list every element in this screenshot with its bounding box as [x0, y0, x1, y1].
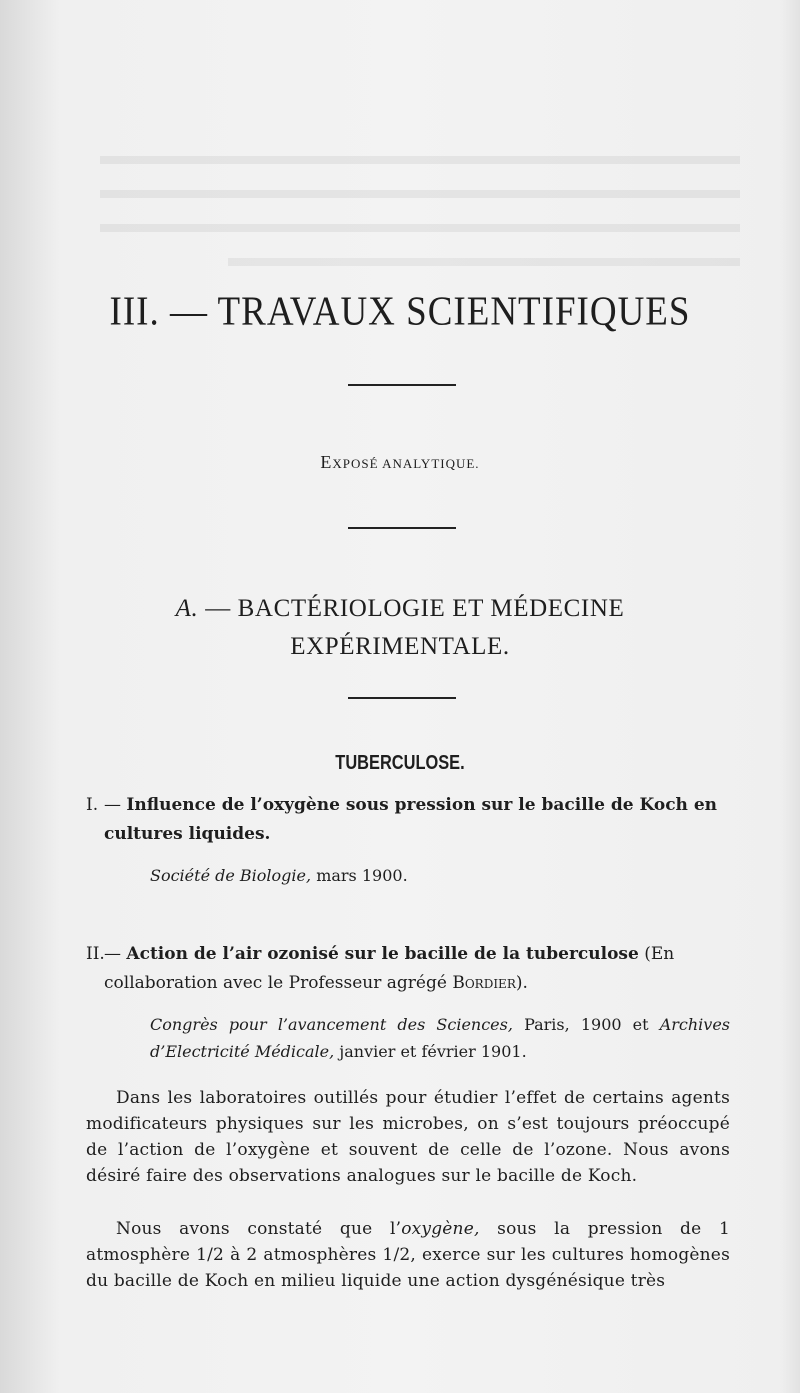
- subtitle-initial: E: [320, 452, 333, 472]
- item-title: Influence de l’oxygène sous pression sur le bacille de Koch en cultures liquides.: [104, 795, 718, 844]
- reference-archives: Archives d’Electricité Médicale,: [150, 1015, 730, 1061]
- divider-rule: [348, 384, 456, 386]
- paragraph-emphasis: oxygène,: [401, 1219, 480, 1239]
- item-number: I.: [86, 795, 99, 815]
- body-paragraph-2: [86, 1216, 730, 1294]
- collaboration-note: (En collaboration avec le Professeur agrégé: [104, 944, 675, 993]
- item-dash: —: [104, 795, 121, 815]
- collaboration-note-end: ).: [515, 973, 528, 993]
- paragraph-text-end: sous la pression de 1 atmosphère 1/2 à 2 atmosphères 1/2, exerce sur les cultures homogènes du bacille de Koch en milieu liquide une action dysgénésique très: [86, 1219, 730, 1291]
- section-letter: A.: [175, 595, 199, 622]
- reference-congress: Congrès pour l’avancement des Sciences,: [150, 1015, 513, 1034]
- reference-place-year: Paris, 1900 et: [524, 1015, 649, 1034]
- publication-reference-2: [150, 1011, 730, 1065]
- divider-rule: [348, 697, 456, 699]
- topic-heading: TUBERCULOSE.: [335, 752, 465, 774]
- subtitle-rest: XPOSÉ ANALYTIQUE.: [332, 456, 480, 471]
- reference-date: mars 1900.: [316, 866, 408, 885]
- item-number: II.: [86, 944, 105, 964]
- item-title: Action de l’air ozonisé sur le bacille de la tuberculose: [126, 944, 639, 964]
- bleed-through-texture: [100, 140, 740, 280]
- section-heading-line1: — BACTÉRIOLOGIE ET MÉDECINE: [205, 595, 625, 622]
- collaborator-name: Bordier: [452, 973, 516, 993]
- section-heading: [0, 590, 800, 666]
- section-subtitle: [0, 452, 800, 473]
- publication-reference-1: [150, 862, 570, 889]
- paragraph-text-start: Nous avons constaté que l’: [116, 1219, 402, 1239]
- body-paragraph-1: Dans les laboratoires outillés pour étudier l’effet de certains agents modificateurs physiques sur les microbes, on s’est toujours préoccupé de l’action de l’oxygène et souvent de celle de l’ozone. Nous avons désiré faire des observations analogues sur le bacille de Koch.: [86, 1088, 730, 1186]
- reference-journal: Société de Biologie,: [150, 866, 312, 885]
- publication-item-1: [86, 791, 732, 849]
- reference-date: janvier et février 1901.: [339, 1042, 527, 1061]
- divider-rule: [348, 527, 456, 529]
- publication-item-2: [86, 940, 732, 998]
- page-title: III. — TRAVAUX SCIENTIFIQUES: [109, 288, 691, 335]
- section-heading-line2: EXPÉRIMENTALE.: [290, 633, 510, 660]
- item-dash: —: [104, 944, 121, 964]
